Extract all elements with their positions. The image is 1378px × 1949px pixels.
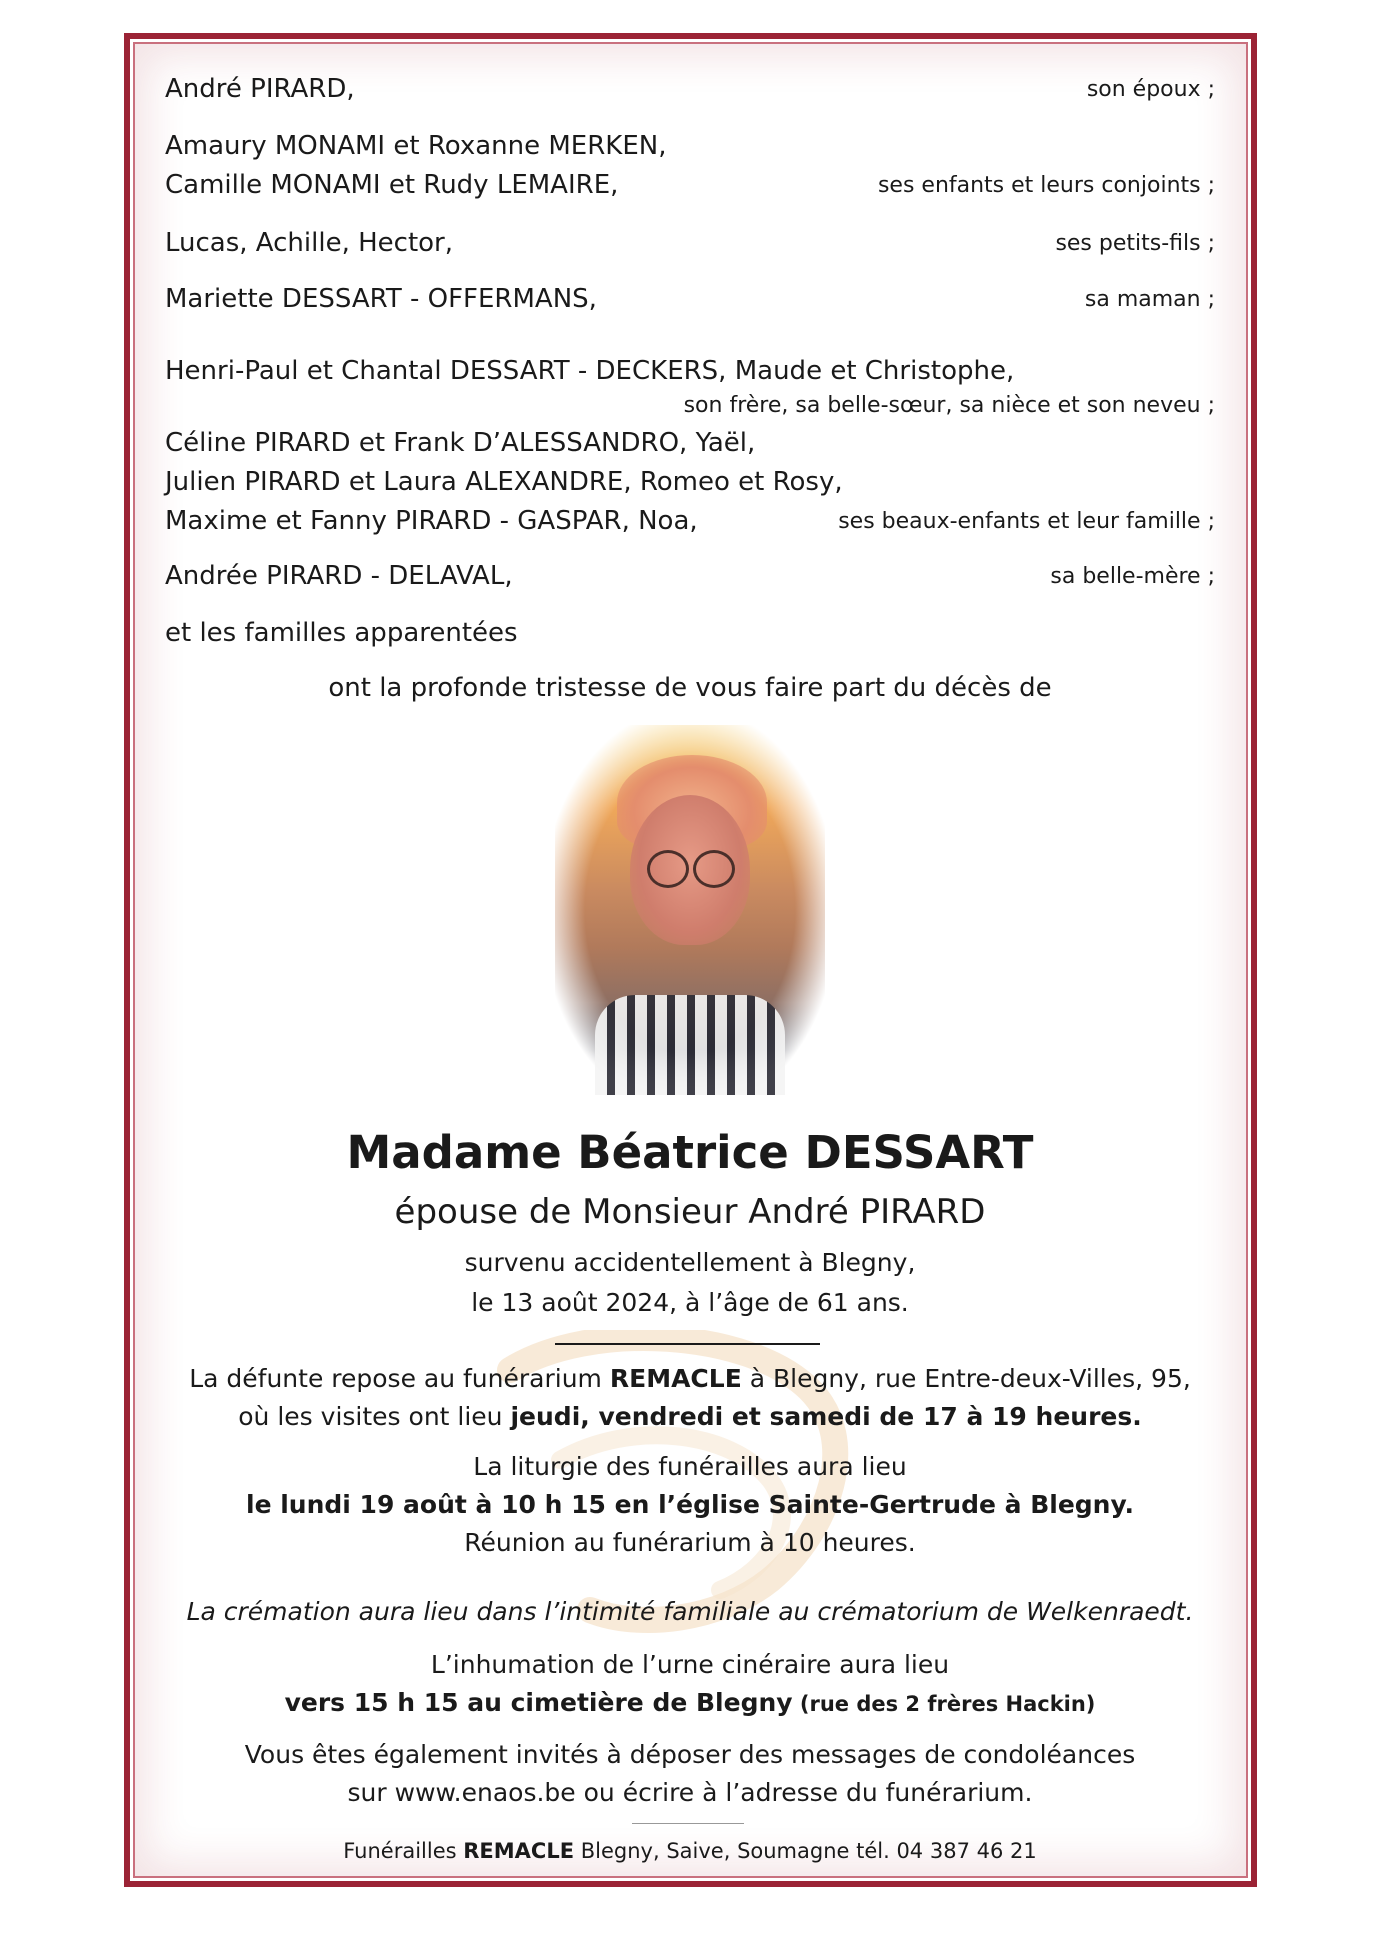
family-relation: son frère, sa belle-sœur, sa nièce et son neveu ;	[683, 393, 1215, 418]
footer: Funérailles REMACLE Blegny, Saive, Soumagne tél. 04 387 46 21	[343, 1839, 1037, 1863]
family-name: et les familles apparentées	[165, 618, 518, 648]
portrait-photo	[555, 725, 825, 1095]
family-entry	[165, 127, 1215, 205]
family-entry	[165, 280, 1215, 319]
family-list	[165, 70, 1215, 109]
family-relation: ses enfants et leurs conjoints ;	[877, 173, 1215, 198]
family-name: Maxime et Fanny PIRARD - GASPAR, Noa,	[165, 506, 698, 536]
family-name: Mariette DESSART - OFFERMANS,	[165, 284, 597, 314]
family-name: Amaury MONAMI et Roxanne MERKEN,	[165, 131, 667, 161]
deceased-name: Madame Béatrice DESSART	[346, 1126, 1034, 1179]
divider	[555, 1343, 820, 1345]
liturgy-info: La liturgie des funérailles aura lieu le lundi 19 août à 10 h 15 en l’église Sainte-Gertrude à Blegny. Réunion au funérarium à 10 heures.	[246, 1452, 1134, 1557]
family-relation: sa belle-mère ;	[1050, 564, 1215, 589]
family-entry	[165, 557, 1215, 596]
family-entry	[165, 352, 1215, 421]
family-relation: son époux ;	[1086, 77, 1215, 102]
family-name: Camille MONAMI et Rudy LEMAIRE,	[165, 170, 619, 200]
cremation-info: La crémation aura lieu dans l’intimité familiale au crématorium de Welkenraedt.	[186, 1597, 1194, 1626]
family-name: Henri-Paul et Chantal DESSART - DECKERS, Maude et Christophe,	[165, 356, 1015, 386]
intro-text: ont la profonde tristesse de vous faire part du décès de	[328, 673, 1052, 703]
family-entry	[165, 424, 1215, 541]
family-name: Céline PIRARD et Frank D’ALESSANDRO, Yaël,	[165, 428, 756, 458]
deceased-date: le 13 août 2024, à l’âge de 61 ans.	[471, 1288, 909, 1317]
family-name: André PIRARD,	[165, 74, 355, 104]
visit-info: La défunte repose au funérarium REMACLE à Blegny, rue Entre-deux-Villes, 95, où les visites ont lieu jeudi, vendredi et samedi de 17 à 19 heures.	[189, 1364, 1191, 1431]
family-name: Lucas, Achille, Hector,	[165, 228, 454, 258]
condolences-info: Vous êtes également invités à déposer des messages de condoléances sur www.enaos.be ou écrire à l’adresse du funérarium.	[244, 1740, 1136, 1807]
family-relation: ses beaux-enfants et leur famille ;	[838, 509, 1215, 534]
deceased-circumstance: survenu accidentellement à Blegny,	[464, 1248, 916, 1277]
deceased-spouse: épouse de Monsieur André PIRARD	[394, 1192, 986, 1232]
family-entry	[165, 614, 1215, 653]
burial-info: L’inhumation de l’urne cinéraire aura lieu vers 15 h 15 au cimetière de Blegny (rue des 2 frères Hackin)	[284, 1650, 1096, 1717]
footer-divider	[632, 1823, 744, 1824]
family-name: Julien PIRARD et Laura ALEXANDRE, Romeo et Rosy,	[165, 467, 843, 497]
family-name: Andrée PIRARD - DELAVAL,	[165, 561, 513, 591]
family-relation: sa maman ;	[1084, 287, 1215, 312]
family-entry	[165, 70, 1215, 109]
family-relation: ses petits-fils ;	[1055, 231, 1215, 256]
family-entry	[165, 224, 1215, 263]
